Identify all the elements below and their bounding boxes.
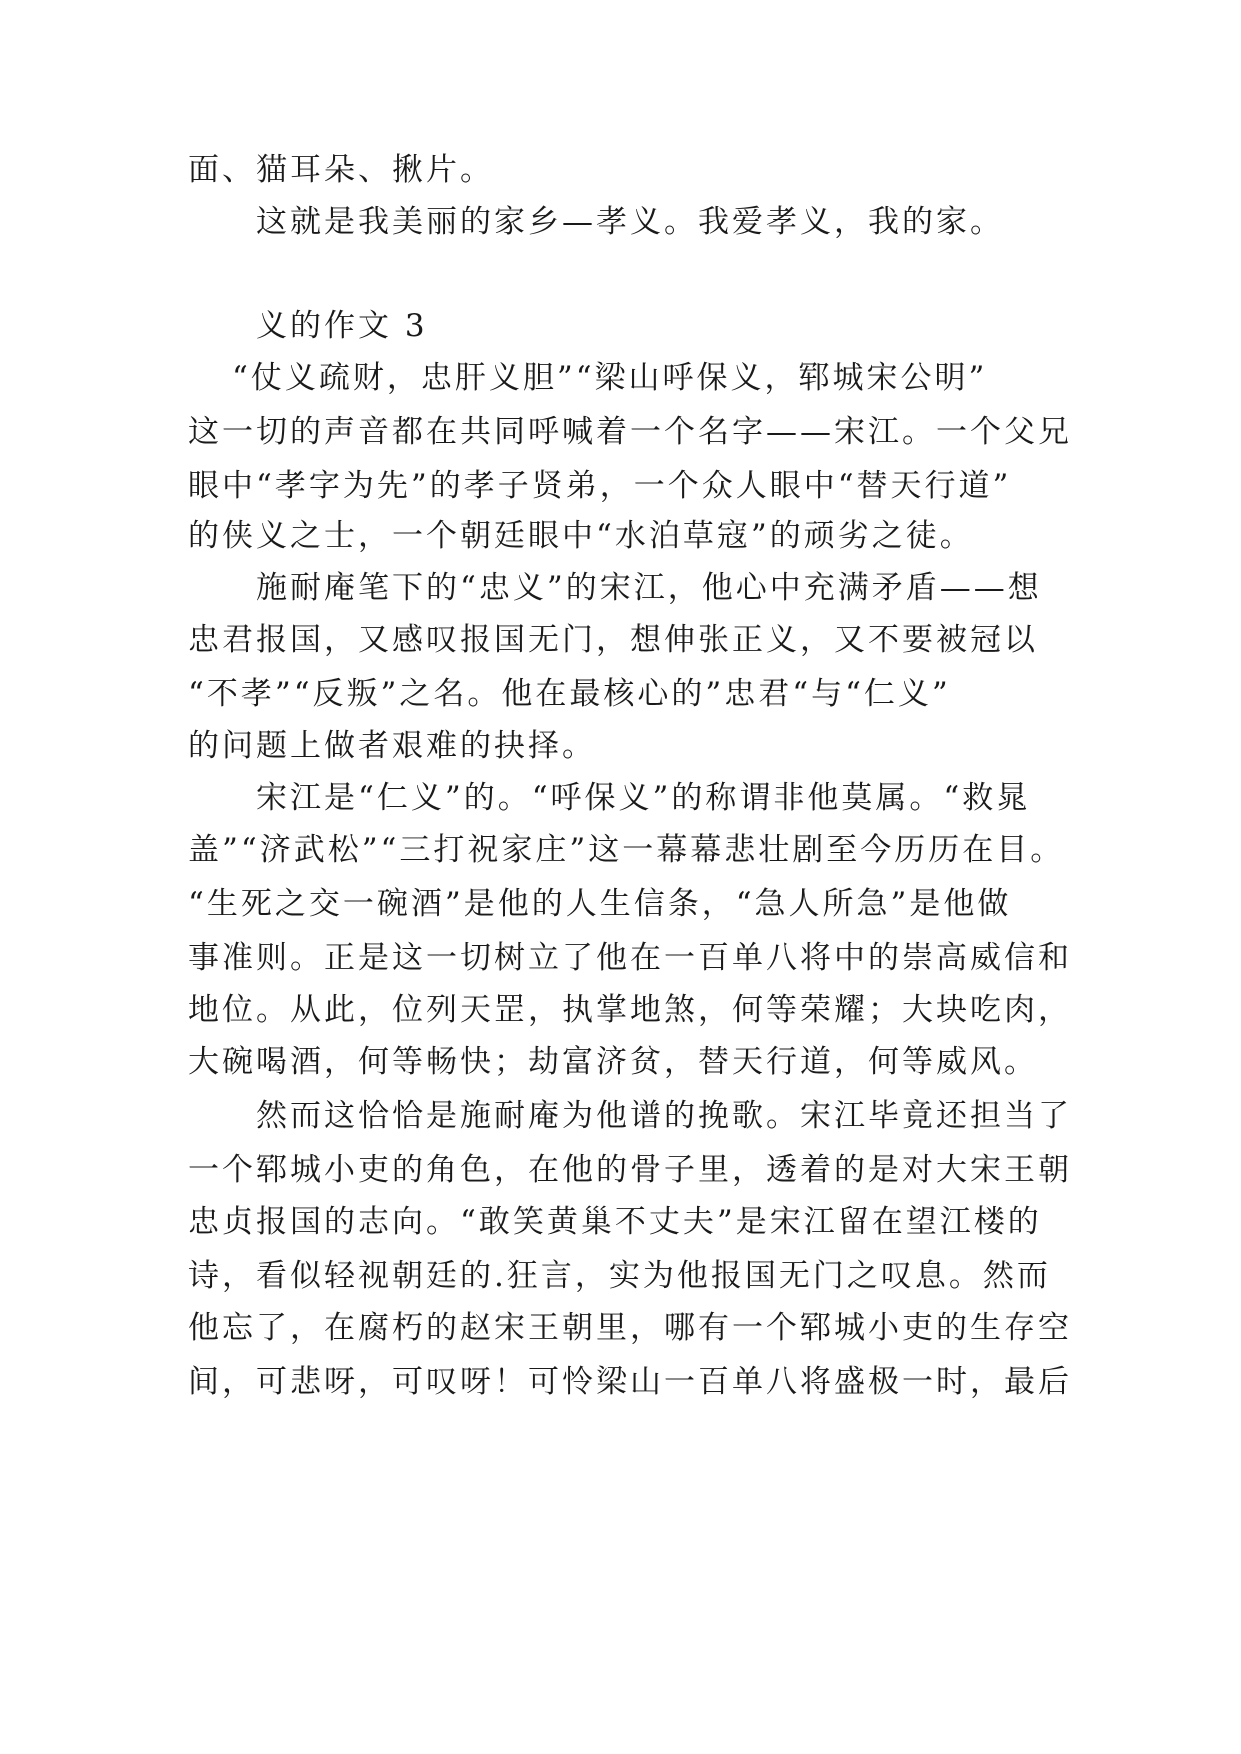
- text-line: 的问题上做者艰难的抉择。: [188, 728, 596, 764]
- text-line: 宋江是“仁义”的。“呼保义”的称谓非他莫属。“救晁: [256, 780, 1031, 816]
- text-line: “生死之交一碗酒”是他的人生信条，“急人所急”是他做: [188, 886, 1012, 922]
- text-line: 忠君报国，又感叹报国无门，想伸张正义，又不要被冠以: [188, 622, 1038, 658]
- text-line: “不孝”“反叛”之名。他在最核心的”忠君“与“仁义”: [188, 676, 951, 712]
- text-line: 大碗喝酒，何等畅快；劫富济贫，替天行道，何等威风。: [188, 1044, 1038, 1080]
- text-line: 诗，看似轻视朝廷的.狂言，实为他报国无门之叹息。然而: [188, 1258, 1051, 1294]
- text-line: 眼中“孝字为先”的孝子贤弟，一个众人眼中“替天行道”: [188, 468, 1012, 504]
- text-line: 他忘了，在腐朽的赵宋王朝里，哪有一个郓城小吏的生存空: [188, 1310, 1072, 1346]
- section-heading: 义的作文 3: [256, 308, 428, 344]
- text-line: 面、猫耳朵、揪片。: [188, 152, 494, 188]
- text-line: “仗义疏财，忠肝义胆”“梁山呼保义，郓城宋公明”: [232, 360, 988, 396]
- text-line: 施耐庵笔下的“忠义”的宋江，他心中充满矛盾——想: [256, 570, 1042, 606]
- text-line: 这就是我美丽的家乡—孝义。我爱孝义，我的家。: [256, 204, 1004, 240]
- text-line: 这一切的声音都在共同呼喊着一个名字——宋江。一个父兄: [188, 414, 1072, 450]
- text-line: 忠贞报国的志向。“敢笑黄巢不丈夫”是宋江留在望江楼的: [188, 1204, 1042, 1240]
- text-line: 一个郓城小吏的角色，在他的骨子里，透着的是对大宋王朝: [188, 1152, 1072, 1188]
- text-line: 事准则。正是这一切树立了他在一百单八将中的崇高威信和: [188, 940, 1072, 976]
- text-line: 间，可悲呀，可叹呀！可怜梁山一百单八将盛极一时，最后: [188, 1364, 1072, 1400]
- text-line: 然而这恰恰是施耐庵为他谱的挽歌。宋江毕竟还担当了: [256, 1098, 1072, 1134]
- text-line: 盖”“济武松”“三打祝家庄”这一幕幕悲壮剧至今历历在目。: [188, 832, 1065, 868]
- text-line: 地位。从此，位列天罡，执掌地煞，何等荣耀；大块吃肉，: [188, 992, 1072, 1028]
- text-line: 的侠义之士，一个朝廷眼中“水泊草寇”的顽劣之徒。: [188, 518, 974, 554]
